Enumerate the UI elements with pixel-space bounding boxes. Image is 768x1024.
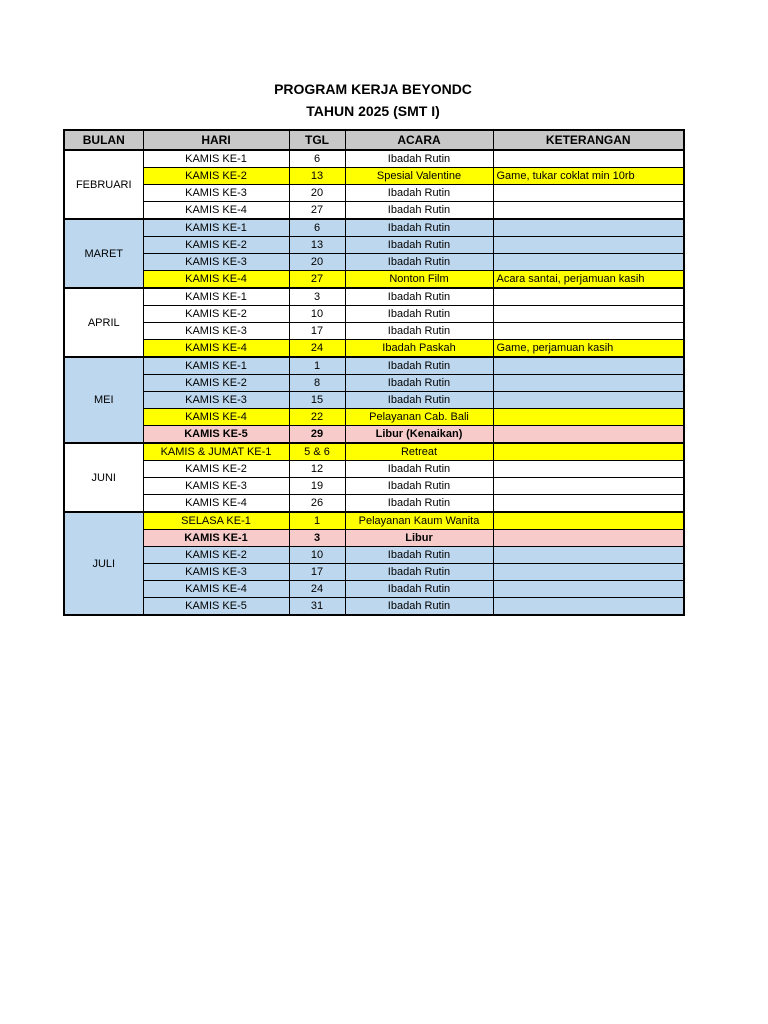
hari-cell: KAMIS KE-2 xyxy=(143,547,289,564)
hari-cell: KAMIS & JUMAT KE-1 xyxy=(143,443,289,461)
keterangan-cell xyxy=(493,288,684,306)
hari-cell: KAMIS KE-3 xyxy=(143,185,289,202)
acara-cell: Ibadah Rutin xyxy=(345,461,493,478)
table-row xyxy=(64,288,684,306)
acara-cell: Ibadah Rutin xyxy=(345,185,493,202)
table-row xyxy=(64,598,684,616)
hari-cell: KAMIS KE-4 xyxy=(143,581,289,598)
acara-cell: Ibadah Rutin xyxy=(345,237,493,254)
keterangan-cell xyxy=(493,185,684,202)
hari-cell: KAMIS KE-4 xyxy=(143,495,289,513)
tgl-cell: 27 xyxy=(289,202,345,220)
month-cell: JUNI xyxy=(64,443,143,512)
hari-cell: KAMIS KE-1 xyxy=(143,150,289,168)
table-row xyxy=(64,254,684,271)
table-row xyxy=(64,530,684,547)
keterangan-cell xyxy=(493,323,684,340)
keterangan-cell xyxy=(493,581,684,598)
hari-cell: KAMIS KE-5 xyxy=(143,598,289,616)
acara-cell: Ibadah Rutin xyxy=(345,564,493,581)
hari-cell: KAMIS KE-2 xyxy=(143,461,289,478)
hari-cell: KAMIS KE-4 xyxy=(143,271,289,289)
table-row xyxy=(64,375,684,392)
keterangan-cell xyxy=(493,219,684,237)
tgl-cell: 10 xyxy=(289,547,345,564)
tgl-cell: 15 xyxy=(289,392,345,409)
table-row xyxy=(64,185,684,202)
table-row xyxy=(64,443,684,461)
table-row xyxy=(64,392,684,409)
keterangan-cell xyxy=(493,202,684,220)
schedule-body xyxy=(64,150,684,615)
table-row xyxy=(64,409,684,426)
table-row xyxy=(64,495,684,513)
acara-cell: Libur (Kenaikan) xyxy=(345,426,493,444)
hari-cell: KAMIS KE-3 xyxy=(143,564,289,581)
acara-cell: Ibadah Rutin xyxy=(345,375,493,392)
hari-cell: KAMIS KE-3 xyxy=(143,392,289,409)
header-acara: ACARA xyxy=(345,130,493,150)
hari-cell: KAMIS KE-3 xyxy=(143,254,289,271)
tgl-cell: 1 xyxy=(289,357,345,375)
hari-cell: KAMIS KE-4 xyxy=(143,340,289,358)
tgl-cell: 13 xyxy=(289,168,345,185)
hari-cell: SELASA KE-1 xyxy=(143,512,289,530)
hari-cell: KAMIS KE-1 xyxy=(143,288,289,306)
tgl-cell: 20 xyxy=(289,254,345,271)
acara-cell: Ibadah Rutin xyxy=(345,254,493,271)
header-keterangan: KETERANGAN xyxy=(493,130,684,150)
acara-cell: Ibadah Rutin xyxy=(345,547,493,564)
keterangan-cell xyxy=(493,564,684,581)
table-row xyxy=(64,581,684,598)
table-row xyxy=(64,461,684,478)
tgl-cell: 17 xyxy=(289,564,345,581)
month-cell: APRIL xyxy=(64,288,143,357)
table-row xyxy=(64,357,684,375)
tgl-cell: 24 xyxy=(289,340,345,358)
acara-cell: Pelayanan Kaum Wanita xyxy=(345,512,493,530)
document-title: PROGRAM KERJA BEYONDC xyxy=(274,81,472,97)
tgl-cell: 26 xyxy=(289,495,345,513)
acara-cell: Ibadah Rutin xyxy=(345,323,493,340)
tgl-cell: 6 xyxy=(289,219,345,237)
tgl-cell: 12 xyxy=(289,461,345,478)
table-row xyxy=(64,564,684,581)
tgl-cell: 8 xyxy=(289,375,345,392)
tgl-cell: 6 xyxy=(289,150,345,168)
acara-cell: Ibadah Rutin xyxy=(345,478,493,495)
keterangan-cell xyxy=(493,512,684,530)
acara-cell: Nonton Film xyxy=(345,271,493,289)
tgl-cell: 19 xyxy=(289,478,345,495)
keterangan-cell xyxy=(493,357,684,375)
acara-cell: Spesial Valentine xyxy=(345,168,493,185)
hari-cell: KAMIS KE-1 xyxy=(143,219,289,237)
tgl-cell: 20 xyxy=(289,185,345,202)
tgl-cell: 27 xyxy=(289,271,345,289)
tgl-cell: 31 xyxy=(289,598,345,616)
table-row xyxy=(64,323,684,340)
keterangan-cell xyxy=(493,392,684,409)
tgl-cell: 24 xyxy=(289,581,345,598)
keterangan-cell xyxy=(493,426,684,444)
keterangan-cell xyxy=(493,237,684,254)
keterangan-cell xyxy=(493,375,684,392)
keterangan-cell: Game, perjamuan kasih xyxy=(493,340,684,358)
acara-cell: Retreat xyxy=(345,443,493,461)
tgl-cell: 1 xyxy=(289,512,345,530)
acara-cell: Ibadah Rutin xyxy=(345,306,493,323)
table-row xyxy=(64,202,684,220)
tgl-cell: 10 xyxy=(289,306,345,323)
month-cell: JULI xyxy=(64,512,143,615)
table-row xyxy=(64,271,684,289)
acara-cell: Ibadah Rutin xyxy=(345,581,493,598)
tgl-cell: 17 xyxy=(289,323,345,340)
month-cell: MEI xyxy=(64,357,143,443)
table-row xyxy=(64,512,684,530)
document-subtitle: TAHUN 2025 (SMT I) xyxy=(306,103,440,119)
hari-cell: KAMIS KE-1 xyxy=(143,530,289,547)
hari-cell: KAMIS KE-3 xyxy=(143,323,289,340)
keterangan-cell: Game, tukar coklat min 10rb xyxy=(493,168,684,185)
hari-cell: KAMIS KE-2 xyxy=(143,237,289,254)
month-cell: FEBRUARI xyxy=(64,150,143,219)
acara-cell: Ibadah Rutin xyxy=(345,288,493,306)
header-hari: HARI xyxy=(143,130,289,150)
acara-cell: Ibadah Paskah xyxy=(345,340,493,358)
hari-cell: KAMIS KE-3 xyxy=(143,478,289,495)
table-row xyxy=(64,306,684,323)
keterangan-cell xyxy=(493,495,684,513)
table-row xyxy=(64,168,684,185)
hari-cell: KAMIS KE-4 xyxy=(143,409,289,426)
table-row xyxy=(64,219,684,237)
keterangan-cell xyxy=(493,461,684,478)
tgl-cell: 3 xyxy=(289,530,345,547)
hari-cell: KAMIS KE-4 xyxy=(143,202,289,220)
hari-cell: KAMIS KE-1 xyxy=(143,357,289,375)
keterangan-cell xyxy=(493,530,684,547)
hari-cell: KAMIS KE-2 xyxy=(143,168,289,185)
acara-cell: Libur xyxy=(345,530,493,547)
header-bulan: BULAN xyxy=(64,130,143,150)
keterangan-cell: Acara santai, perjamuan kasih xyxy=(493,271,684,289)
schedule-table xyxy=(63,129,685,616)
tgl-cell: 13 xyxy=(289,237,345,254)
keterangan-cell xyxy=(493,254,684,271)
acara-cell: Ibadah Rutin xyxy=(345,219,493,237)
table-row xyxy=(64,547,684,564)
tgl-cell: 22 xyxy=(289,409,345,426)
keterangan-cell xyxy=(493,409,684,426)
keterangan-cell xyxy=(493,443,684,461)
tgl-cell: 5 & 6 xyxy=(289,443,345,461)
table-row xyxy=(64,237,684,254)
keterangan-cell xyxy=(493,547,684,564)
acara-cell: Pelayanan Cab. Bali xyxy=(345,409,493,426)
hari-cell: KAMIS KE-2 xyxy=(143,306,289,323)
month-cell: MARET xyxy=(64,219,143,288)
acara-cell: Ibadah Rutin xyxy=(345,495,493,513)
table-row xyxy=(64,340,684,358)
acara-cell: Ibadah Rutin xyxy=(345,357,493,375)
acara-cell: Ibadah Rutin xyxy=(345,202,493,220)
acara-cell: Ibadah Rutin xyxy=(345,392,493,409)
header-tgl: TGL xyxy=(289,130,345,150)
hari-cell: KAMIS KE-2 xyxy=(143,375,289,392)
keterangan-cell xyxy=(493,478,684,495)
table-row xyxy=(64,150,684,168)
tgl-cell: 29 xyxy=(289,426,345,444)
table-row xyxy=(64,478,684,495)
tgl-cell: 3 xyxy=(289,288,345,306)
acara-cell: Ibadah Rutin xyxy=(345,150,493,168)
keterangan-cell xyxy=(493,150,684,168)
keterangan-cell xyxy=(493,306,684,323)
table-row xyxy=(64,426,684,444)
acara-cell: Ibadah Rutin xyxy=(345,598,493,616)
header-row xyxy=(64,130,684,150)
keterangan-cell xyxy=(493,598,684,616)
hari-cell: KAMIS KE-5 xyxy=(143,426,289,444)
